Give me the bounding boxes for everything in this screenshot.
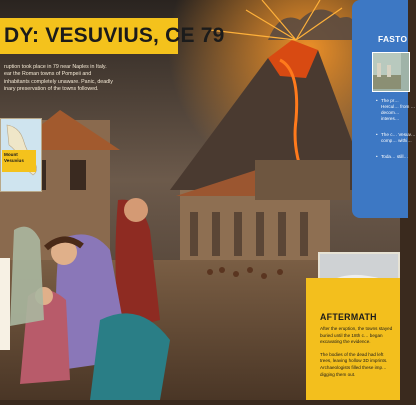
intro-line: inhabitants completely unaware. Panic, deadly [4,78,113,85]
map-label-line: Mount [4,152,18,157]
fast-fact-item: • Toda… still… [376,154,416,160]
map-label [2,150,36,172]
aftermath-text [320,326,396,384]
aftermath-paragraph: After the eruption, the towns stayed buried until the 18th c… began excavating the evidence. [320,326,393,345]
fast-fact-item: • The c… Vesuv… comp… withi… [376,132,416,144]
fast-facts-list [376,98,416,170]
intro-line: ear the Roman towns of Pompeii and [4,71,92,78]
intro-line: ruption took place in 79 near Naples in Italy. [4,64,107,70]
fast-facts-title: FASTO [378,34,408,44]
fast-fact-item: • The pr… Hercul… from … decom… interes… [376,98,416,122]
map-label-line: Vesuvius [4,158,24,163]
intro-line: inary preservation of the towns followed. [4,86,99,93]
title-banner [0,18,225,54]
aftermath-title: AFTERMATH [320,312,377,322]
intro-text [0,62,150,96]
page-edge [0,258,10,350]
ruins-photo [373,53,401,89]
aftermath-paragraph: The bodies of the dead had left trees, leaving hollow 3D imprints. Archaeologists filled these imp… digging them out. [320,351,388,377]
fast-facts-photo [372,52,410,92]
page-title: DY: VESUVIUS, CE 79 [4,24,225,47]
